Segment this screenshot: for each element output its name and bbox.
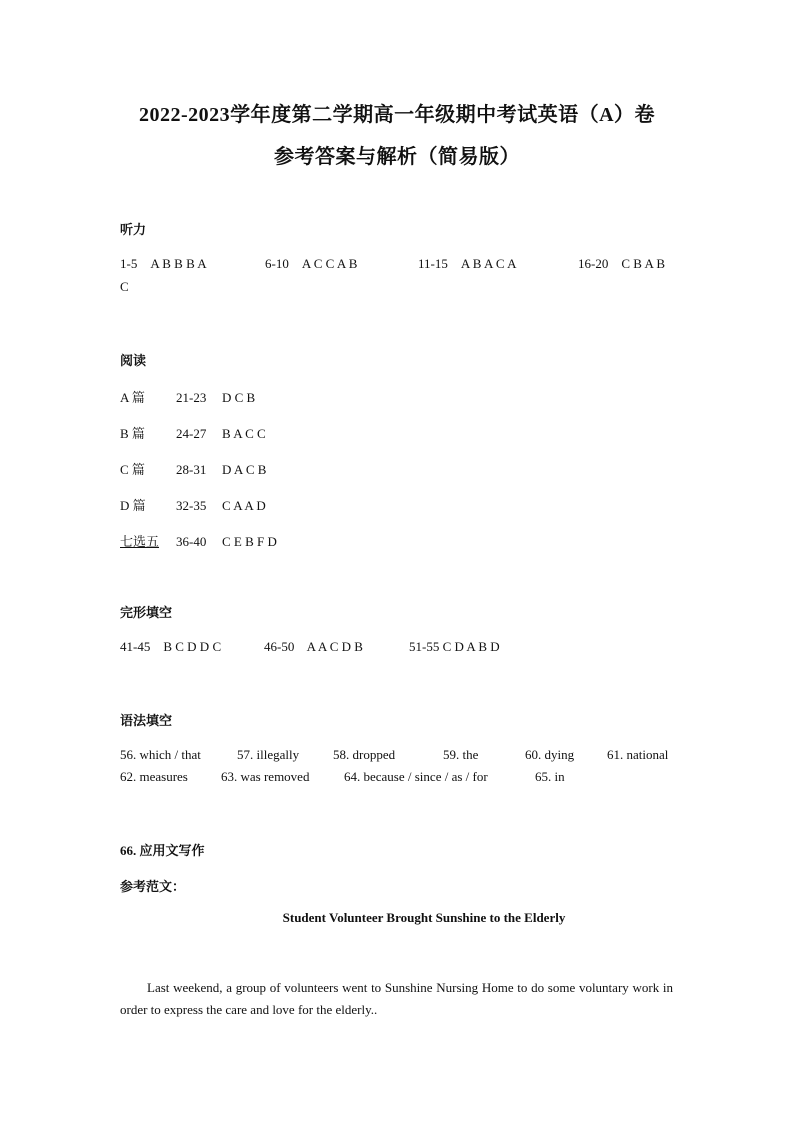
grammar-answer: 60. dying (525, 747, 575, 762)
answer-range: 21-23 (176, 390, 207, 405)
listening-group (120, 256, 207, 272)
reading-row (120, 423, 266, 442)
passage-label: D 篇 (120, 498, 146, 513)
grammar-heading: 语法填空 (120, 713, 173, 728)
listening-group (578, 256, 665, 272)
grammar-answer: 63. was removed (221, 769, 310, 784)
reading-row (120, 387, 255, 406)
grammar-answer: 61. national (607, 747, 669, 762)
passage-label: B 篇 (120, 426, 145, 441)
grammar-answer: 58. dropped (333, 747, 396, 762)
passage-label: A 篇 (120, 390, 145, 405)
grammar-answer: 65. in (535, 769, 565, 784)
grammar-answer: 62. measures (120, 769, 188, 784)
grammar-answer: 56. which / that (120, 747, 201, 762)
cloze-group: 51-55 C D A B D (409, 639, 500, 654)
grammar-answer: 57. illegally (237, 747, 300, 762)
reading-row (120, 495, 266, 514)
essay-title: Student Volunteer Brought Sunshine to the Elderly (282, 910, 566, 925)
answer-letters: C E B F D (222, 534, 277, 549)
answer-letters: C B A B (621, 256, 666, 271)
answer-range: 16-20 (578, 256, 609, 271)
reading-row (120, 459, 266, 478)
answer-letters: A B B B A (150, 256, 207, 271)
grammar-answer: 59. the (443, 747, 479, 762)
answer-letters: D C B (222, 390, 256, 405)
sample-essay-label: 参考范文： (120, 879, 186, 894)
answer-letters: A C C A B (301, 256, 358, 271)
essay-paragraph: Last weekend, a group of volunteers went to Sunshine Nursing Home to do some voluntary work in order to express the care and love for the elderly.. (120, 980, 673, 1017)
answer-range: 1-5 (120, 256, 138, 271)
answer-letters: C A A D (222, 498, 266, 513)
cloze-group: 46-50 A A C D B (264, 639, 363, 654)
listening-heading: 听力 (120, 222, 147, 237)
answer-range: 24-27 (176, 426, 207, 441)
answer-range: 28-31 (176, 462, 207, 477)
writing-heading: 66. 应用文写作 (120, 843, 205, 858)
cloze-heading: 完形填空 (120, 605, 173, 620)
listening-group (265, 256, 357, 272)
answer-letters: A B A C A (460, 256, 517, 271)
answer-range: 32-35 (176, 498, 207, 513)
passage-label: C 篇 (120, 462, 145, 477)
reading-row (120, 531, 277, 550)
answer-range: 11-15 (418, 256, 448, 271)
reading-heading: 阅读 (120, 353, 147, 368)
listening-overflow: C (120, 279, 129, 294)
answer-letters: B A C C (222, 426, 266, 441)
cloze-group: 41-45 B C D D C (120, 639, 222, 654)
document-subtitle: 参考答案与解析（简易版） (274, 146, 520, 168)
listening-group (418, 256, 517, 272)
document-title: 2022-2023学年度第二学期高一年级期中考试英语（A）卷 (138, 104, 656, 126)
grammar-answer: 64. because / since / as / for (344, 769, 488, 784)
answer-letters: D A C B (222, 462, 267, 477)
passage-label: 七选五 (120, 534, 160, 549)
answer-range: 36-40 (176, 534, 207, 549)
answer-range: 6-10 (265, 256, 289, 271)
